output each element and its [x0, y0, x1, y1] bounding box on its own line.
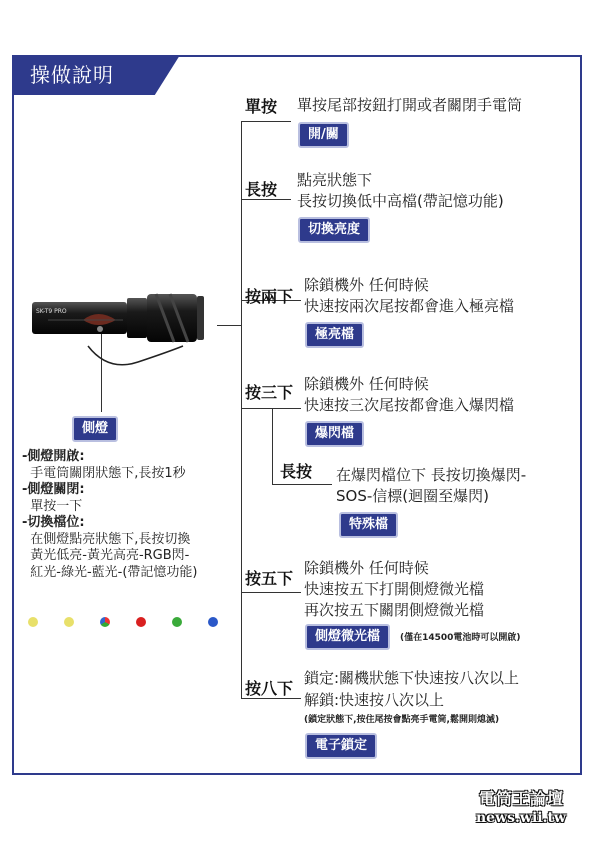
- lock-note: (鎖定狀態下,按住尾按會點亮手電筒,鬆開則熄滅): [304, 715, 500, 725]
- battery-note: (僅在14500電池時可以開啟): [400, 633, 521, 643]
- side-light-line: 單按一下: [22, 498, 83, 514]
- connector: [241, 121, 242, 699]
- op-eight-desc2: 解鎖:快速按八次以上: [304, 691, 445, 709]
- brightness-button[interactable]: 切換亮度: [298, 217, 370, 243]
- op-triple-long-desc1: 在爆閃檔位下 長按切換爆閃-: [336, 466, 527, 484]
- op-eight-desc1: 鎖定:關機狀態下快速按八次以上: [304, 669, 520, 687]
- side-light-instructions: [22, 449, 197, 581]
- side-light-line: -側燈關閉:: [22, 482, 85, 497]
- side-light-line: 在側燈點亮狀態下,長按切換: [22, 531, 191, 547]
- connector: [217, 325, 242, 326]
- side-light-line: -側燈開啟:: [22, 449, 85, 464]
- forum-url: news.wii.tw: [476, 810, 566, 826]
- op-long-desc1: 點亮狀態下: [297, 171, 373, 189]
- connector: [272, 408, 273, 484]
- product-model: SK-T9 PRO: [36, 308, 67, 315]
- color-dot: [136, 617, 146, 627]
- op-long-desc2: 長按切換低中高檔(帶記憶功能): [297, 192, 504, 210]
- color-dot: [28, 617, 38, 627]
- op-long-label: 長按: [245, 180, 278, 199]
- connector: [241, 408, 301, 409]
- connector: [241, 592, 301, 593]
- op-double-desc1: 除鎖機外 任何時候: [304, 276, 429, 294]
- op-five-desc1: 除鎖機外 任何時候: [304, 559, 429, 577]
- side-moonlight-button[interactable]: 側燈微光檔: [305, 624, 390, 650]
- op-triple-desc1: 除鎖機外 任何時候: [304, 375, 429, 393]
- op-five-label: 按五下: [245, 569, 294, 588]
- op-five-desc2: 快速按五下打開側燈微光檔: [304, 580, 485, 598]
- op-single-desc: 單按尾部按鈕打開或者關閉手電筒: [297, 96, 523, 114]
- electronic-lock-button[interactable]: 電子鎖定: [305, 733, 377, 759]
- op-double-desc2: 快速按兩次尾按都會進入極亮檔: [304, 297, 515, 315]
- connector: [272, 484, 332, 485]
- page-title: 操做說明: [30, 63, 114, 87]
- color-dot: [64, 617, 74, 627]
- op-triple-label: 按三下: [245, 383, 294, 402]
- op-triple-desc2: 快速按三次尾按都會進入爆閃檔: [304, 396, 515, 414]
- connector: [241, 121, 291, 122]
- side-light-line: 紅光-綠光-藍光-(帶記憶功能): [22, 564, 198, 580]
- op-triple-long-desc2: SOS-信標(迴圈至爆閃): [336, 487, 489, 505]
- side-light-line: -切換檔位:: [22, 515, 85, 530]
- color-dot: [172, 617, 182, 627]
- color-dot-rgb-icon: [100, 617, 110, 627]
- op-single-label: 單按: [245, 97, 278, 116]
- strobe-button[interactable]: 爆閃檔: [305, 421, 364, 447]
- op-five-desc3: 再次按五下關閉側燈微光檔: [304, 601, 485, 619]
- special-mode-button[interactable]: 特殊檔: [339, 512, 398, 538]
- turbo-button[interactable]: 極亮檔: [305, 322, 364, 348]
- op-double-label: 按兩下: [245, 287, 294, 306]
- side-light-button[interactable]: 側燈: [72, 416, 118, 442]
- instruction-frame: [12, 55, 582, 775]
- op-triple-long-label: 長按: [280, 462, 313, 481]
- op-eight-label: 按八下: [245, 679, 294, 698]
- flashlight-illustration: [28, 280, 213, 375]
- side-light-line: 黃光低亮-黃光高亮-RGB閃-: [22, 548, 190, 563]
- side-light-line: 手電筒關閉狀態下,長按1秒: [22, 465, 186, 481]
- power-button[interactable]: 開/關: [298, 122, 349, 148]
- color-dot: [208, 617, 218, 627]
- forum-name: 電筒王論壇: [479, 789, 565, 808]
